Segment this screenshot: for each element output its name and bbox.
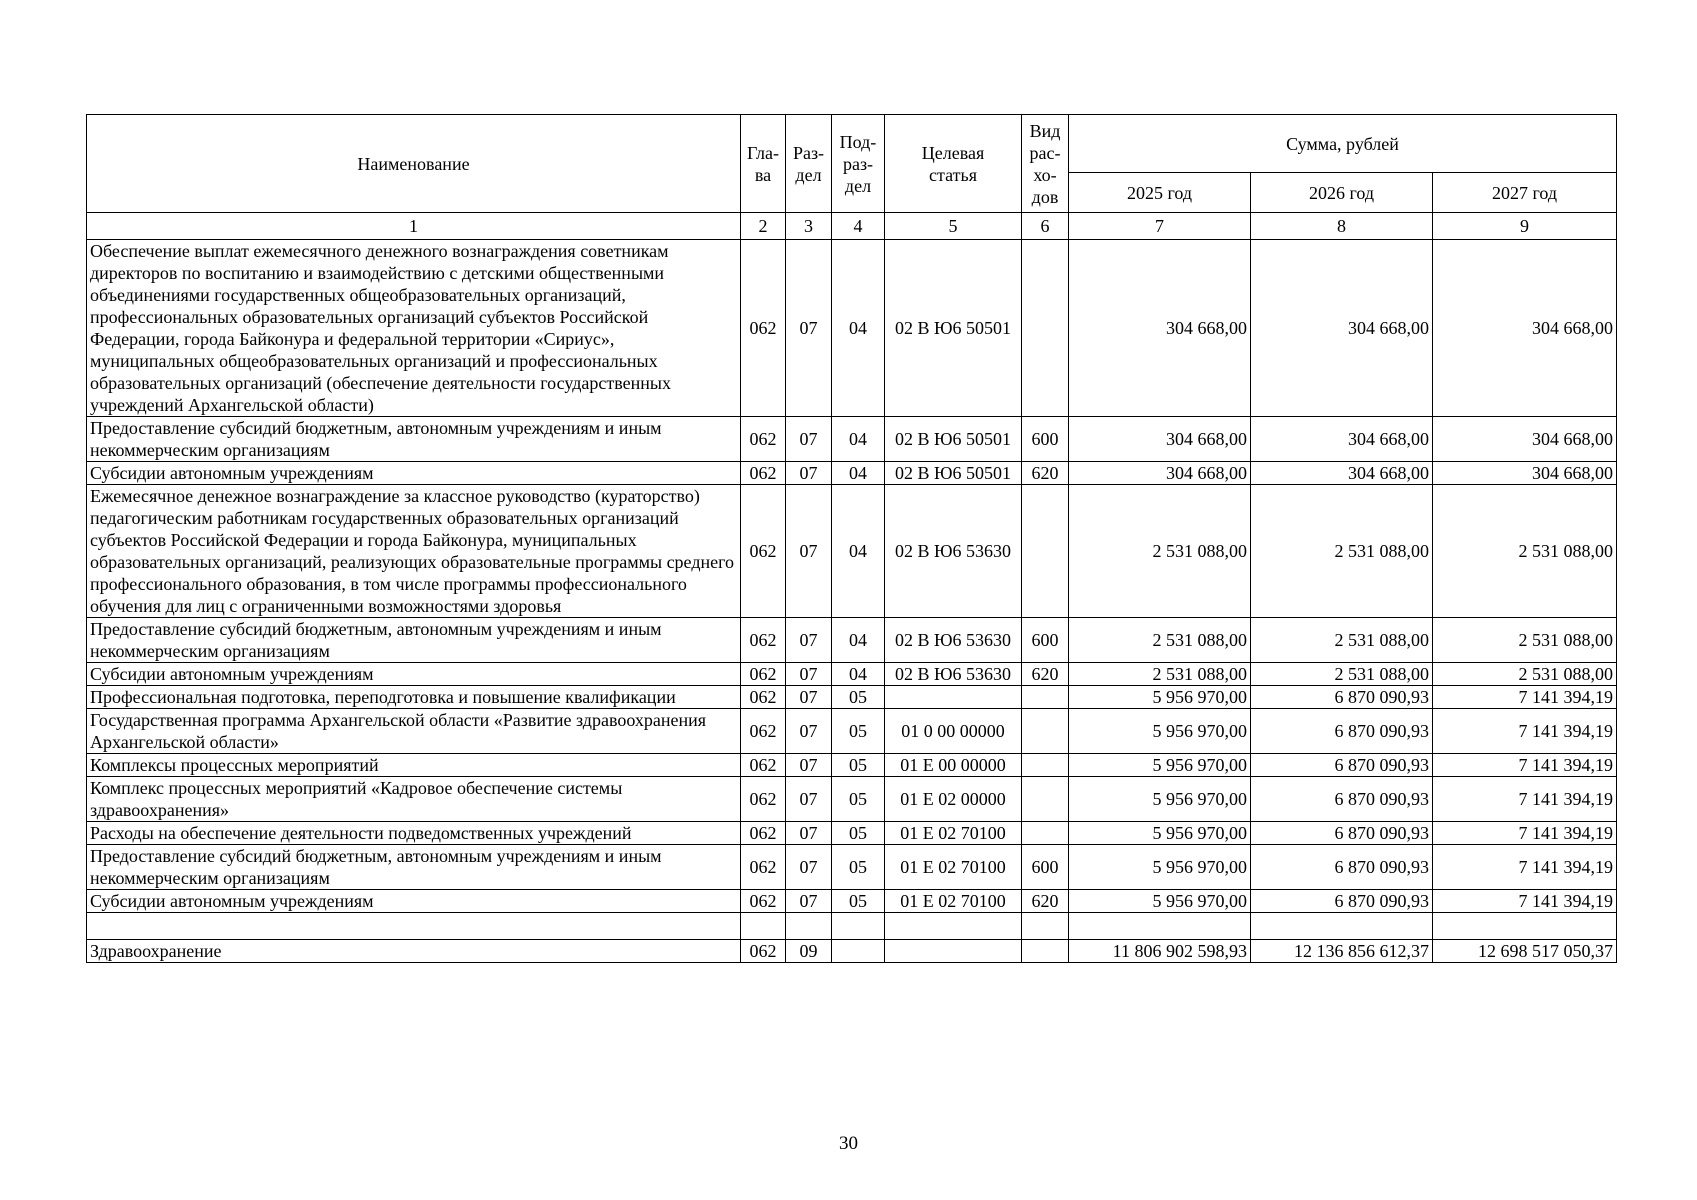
row-target-article: 01 Е 02 70100 (885, 822, 1022, 845)
row-sum-2025: 5 956 970,00 (1069, 709, 1251, 754)
table-row (87, 940, 1617, 963)
row-name: Предоставление субсидий бюджетным, автономным учреждениям и иным некоммерческим организациям (87, 618, 741, 663)
row-name: Субсидии автономным учреждениям (87, 462, 741, 485)
column-number: 4 (832, 213, 885, 240)
row-section: 07 (786, 485, 832, 618)
row-sum-2027 (1433, 913, 1617, 940)
header-target-article: Целевая статья (885, 115, 1022, 213)
row-chapter (741, 913, 786, 940)
row-sum-2025: 5 956 970,00 (1069, 890, 1251, 913)
row-subsection: 05 (832, 777, 885, 822)
row-expense-type: 620 (1022, 890, 1069, 913)
column-number: 6 (1022, 213, 1069, 240)
row-section: 07 (786, 417, 832, 462)
table-row (87, 663, 1617, 686)
row-name: Предоставление субсидий бюджетным, автономным учреждениям и иным некоммерческим организациям (87, 417, 741, 462)
row-sum-2027: 7 141 394,19 (1433, 822, 1617, 845)
row-name: Субсидии автономным учреждениям (87, 663, 741, 686)
row-sum-2027: 304 668,00 (1433, 417, 1617, 462)
table-row (87, 462, 1617, 485)
header-section: Раз- дел (786, 115, 832, 213)
row-sum-2025: 2 531 088,00 (1069, 485, 1251, 618)
row-target-article: 02 В Ю6 50501 (885, 417, 1022, 462)
header-year-2026: 2026 год (1251, 173, 1433, 213)
column-number: 3 (786, 213, 832, 240)
row-expense-type (1022, 777, 1069, 822)
row-expense-type: 620 (1022, 462, 1069, 485)
row-chapter: 062 (741, 940, 786, 963)
row-expense-type (1022, 754, 1069, 777)
row-subsection: 04 (832, 485, 885, 618)
row-sum-2026: 6 870 090,93 (1251, 709, 1433, 754)
table-row (87, 913, 1617, 940)
table-row (87, 845, 1617, 890)
row-sum-2025: 11 806 902 598,93 (1069, 940, 1251, 963)
row-sum-2027: 7 141 394,19 (1433, 709, 1617, 754)
row-sum-2027: 2 531 088,00 (1433, 618, 1617, 663)
row-sum-2026: 2 531 088,00 (1251, 485, 1433, 618)
row-name: Расходы на обеспечение деятельности подведомственных учреждений (87, 822, 741, 845)
row-target-article: 02 В Ю6 50501 (885, 462, 1022, 485)
row-subsection: 05 (832, 890, 885, 913)
column-number: 8 (1251, 213, 1433, 240)
row-sum-2025: 2 531 088,00 (1069, 618, 1251, 663)
row-sum-2026: 6 870 090,93 (1251, 890, 1433, 913)
row-sum-2025: 5 956 970,00 (1069, 754, 1251, 777)
row-name: Здравоохранение (87, 940, 741, 963)
row-subsection: 04 (832, 462, 885, 485)
row-section: 07 (786, 709, 832, 754)
row-sum-2026: 304 668,00 (1251, 462, 1433, 485)
row-subsection: 05 (832, 709, 885, 754)
row-chapter: 062 (741, 777, 786, 822)
table-row (87, 890, 1617, 913)
header-year-2027: 2027 год (1433, 173, 1617, 213)
row-target-article: 01 Е 02 70100 (885, 890, 1022, 913)
row-section: 07 (786, 462, 832, 485)
row-section: 07 (786, 845, 832, 890)
row-target-article: 01 Е 00 00000 (885, 754, 1022, 777)
row-target-article: 01 0 00 00000 (885, 709, 1022, 754)
row-expense-type: 600 (1022, 417, 1069, 462)
row-expense-type (1022, 913, 1069, 940)
header-subsection: Под- раз- дел (832, 115, 885, 213)
budget-table (86, 114, 1617, 963)
page-number: 30 (839, 1133, 858, 1154)
row-section: 07 (786, 890, 832, 913)
row-section: 07 (786, 777, 832, 822)
row-subsection: 05 (832, 754, 885, 777)
row-sum-2026: 6 870 090,93 (1251, 754, 1433, 777)
column-number: 7 (1069, 213, 1251, 240)
column-number: 5 (885, 213, 1022, 240)
row-sum-2025: 5 956 970,00 (1069, 845, 1251, 890)
row-chapter: 062 (741, 417, 786, 462)
row-expense-type: 600 (1022, 845, 1069, 890)
table-row (87, 709, 1617, 754)
row-chapter: 062 (741, 845, 786, 890)
column-number: 2 (741, 213, 786, 240)
row-chapter: 062 (741, 686, 786, 709)
row-target-article: 02 В Ю6 53630 (885, 618, 1022, 663)
column-number: 1 (87, 213, 741, 240)
header-year-2025: 2025 год (1069, 173, 1251, 213)
row-expense-type (1022, 709, 1069, 754)
row-sum-2027: 7 141 394,19 (1433, 686, 1617, 709)
row-name: Профессиональная подготовка, переподготовка и повышение квалификации (87, 686, 741, 709)
row-expense-type (1022, 240, 1069, 417)
row-sum-2026: 304 668,00 (1251, 417, 1433, 462)
row-sum-2025: 304 668,00 (1069, 240, 1251, 417)
row-expense-type (1022, 485, 1069, 618)
table-row (87, 417, 1617, 462)
row-subsection: 04 (832, 618, 885, 663)
row-sum-2025: 5 956 970,00 (1069, 686, 1251, 709)
row-chapter: 062 (741, 822, 786, 845)
row-sum-2026: 304 668,00 (1251, 240, 1433, 417)
table-row (87, 686, 1617, 709)
row-section: 07 (786, 822, 832, 845)
row-name: Комплексы процессных мероприятий (87, 754, 741, 777)
row-chapter: 062 (741, 485, 786, 618)
row-chapter: 062 (741, 663, 786, 686)
table-row (87, 777, 1617, 822)
row-sum-2027: 7 141 394,19 (1433, 845, 1617, 890)
table-row (87, 240, 1617, 417)
header-sum: Сумма, рублей (1069, 115, 1617, 173)
row-sum-2026: 2 531 088,00 (1251, 663, 1433, 686)
row-subsection: 05 (832, 686, 885, 709)
row-sum-2027: 304 668,00 (1433, 462, 1617, 485)
row-target-article: 01 Е 02 00000 (885, 777, 1022, 822)
row-sum-2027: 7 141 394,19 (1433, 754, 1617, 777)
row-chapter: 062 (741, 709, 786, 754)
row-expense-type: 600 (1022, 618, 1069, 663)
row-section: 07 (786, 240, 832, 417)
row-chapter: 062 (741, 890, 786, 913)
row-section: 07 (786, 618, 832, 663)
row-expense-type (1022, 686, 1069, 709)
table-row (87, 822, 1617, 845)
row-target-article (885, 686, 1022, 709)
row-target-article: 01 Е 02 70100 (885, 845, 1022, 890)
row-chapter: 062 (741, 754, 786, 777)
row-target-article: 02 В Ю6 50501 (885, 240, 1022, 417)
row-expense-type (1022, 822, 1069, 845)
row-section (786, 913, 832, 940)
row-section: 07 (786, 754, 832, 777)
column-number: 9 (1433, 213, 1617, 240)
row-sum-2025: 5 956 970,00 (1069, 777, 1251, 822)
row-subsection (832, 940, 885, 963)
row-section: 07 (786, 663, 832, 686)
row-section: 09 (786, 940, 832, 963)
row-section: 07 (786, 686, 832, 709)
row-target-article (885, 913, 1022, 940)
row-subsection: 04 (832, 240, 885, 417)
row-chapter: 062 (741, 618, 786, 663)
row-name: Обеспечение выплат ежемесячного денежного вознаграждения советникам директоров по воспитанию и взаимодействию с детскими общественными объединениями государственных общеобразовательных организаций, профессиональных образовательных организаций субъектов Российской Федерации, города Байконура и федеральной территории «Сириус», муниципальных общеобразовательных организаций и профессиональных образовательных организаций (обеспечение деятельности государственных учреждений Архангельской области) (87, 240, 741, 417)
row-name (87, 913, 741, 940)
row-target-article: 02 В Ю6 53630 (885, 485, 1022, 618)
row-subsection: 04 (832, 663, 885, 686)
row-sum-2027: 12 698 517 050,37 (1433, 940, 1617, 963)
row-sum-2026: 6 870 090,93 (1251, 686, 1433, 709)
row-subsection (832, 913, 885, 940)
table-row (87, 618, 1617, 663)
row-chapter: 062 (741, 462, 786, 485)
row-sum-2027: 7 141 394,19 (1433, 777, 1617, 822)
row-name: Ежемесячное денежное вознаграждение за классное руководство (кураторство) педагогическим работникам государственных образовательных организаций субъектов Российской Федерации и города Байконура, муниципальных образовательных организаций, реализующих образовательные программы среднего профессионального образования, в том числе программы профессионального обучения для лиц с ограниченными возможностями здоровья (87, 485, 741, 618)
table-row (87, 754, 1617, 777)
row-chapter: 062 (741, 240, 786, 417)
row-sum-2026: 2 531 088,00 (1251, 618, 1433, 663)
row-sum-2025: 2 531 088,00 (1069, 663, 1251, 686)
row-sum-2025: 304 668,00 (1069, 462, 1251, 485)
row-name: Субсидии автономным учреждениям (87, 890, 741, 913)
row-expense-type (1022, 940, 1069, 963)
row-name: Предоставление субсидий бюджетным, автономным учреждениям и иным некоммерческим организациям (87, 845, 741, 890)
row-sum-2026: 6 870 090,93 (1251, 822, 1433, 845)
row-sum-2025: 304 668,00 (1069, 417, 1251, 462)
row-name: Государственная программа Архангельской области «Развитие здравоохранения Архангельской области» (87, 709, 741, 754)
row-sum-2027: 304 668,00 (1433, 240, 1617, 417)
row-sum-2025 (1069, 913, 1251, 940)
row-sum-2026: 6 870 090,93 (1251, 845, 1433, 890)
row-sum-2027: 2 531 088,00 (1433, 663, 1617, 686)
table-body (87, 240, 1617, 963)
header-chapter: Гла- ва (741, 115, 786, 213)
column-number-row (87, 213, 1617, 240)
row-sum-2027: 2 531 088,00 (1433, 485, 1617, 618)
row-sum-2025: 5 956 970,00 (1069, 822, 1251, 845)
row-subsection: 04 (832, 417, 885, 462)
row-sum-2026: 6 870 090,93 (1251, 777, 1433, 822)
row-name: Комплекс процессных мероприятий «Кадровое обеспечение системы здравоохранения» (87, 777, 741, 822)
table-row (87, 485, 1617, 618)
row-expense-type: 620 (1022, 663, 1069, 686)
row-sum-2026: 12 136 856 612,37 (1251, 940, 1433, 963)
row-subsection: 05 (832, 845, 885, 890)
row-target-article: 02 В Ю6 53630 (885, 663, 1022, 686)
header-name: Наименование (87, 115, 741, 213)
row-target-article (885, 940, 1022, 963)
header-expense-type: Вид рас- хо- дов (1022, 115, 1069, 213)
row-subsection: 05 (832, 822, 885, 845)
row-sum-2027: 7 141 394,19 (1433, 890, 1617, 913)
row-sum-2026 (1251, 913, 1433, 940)
